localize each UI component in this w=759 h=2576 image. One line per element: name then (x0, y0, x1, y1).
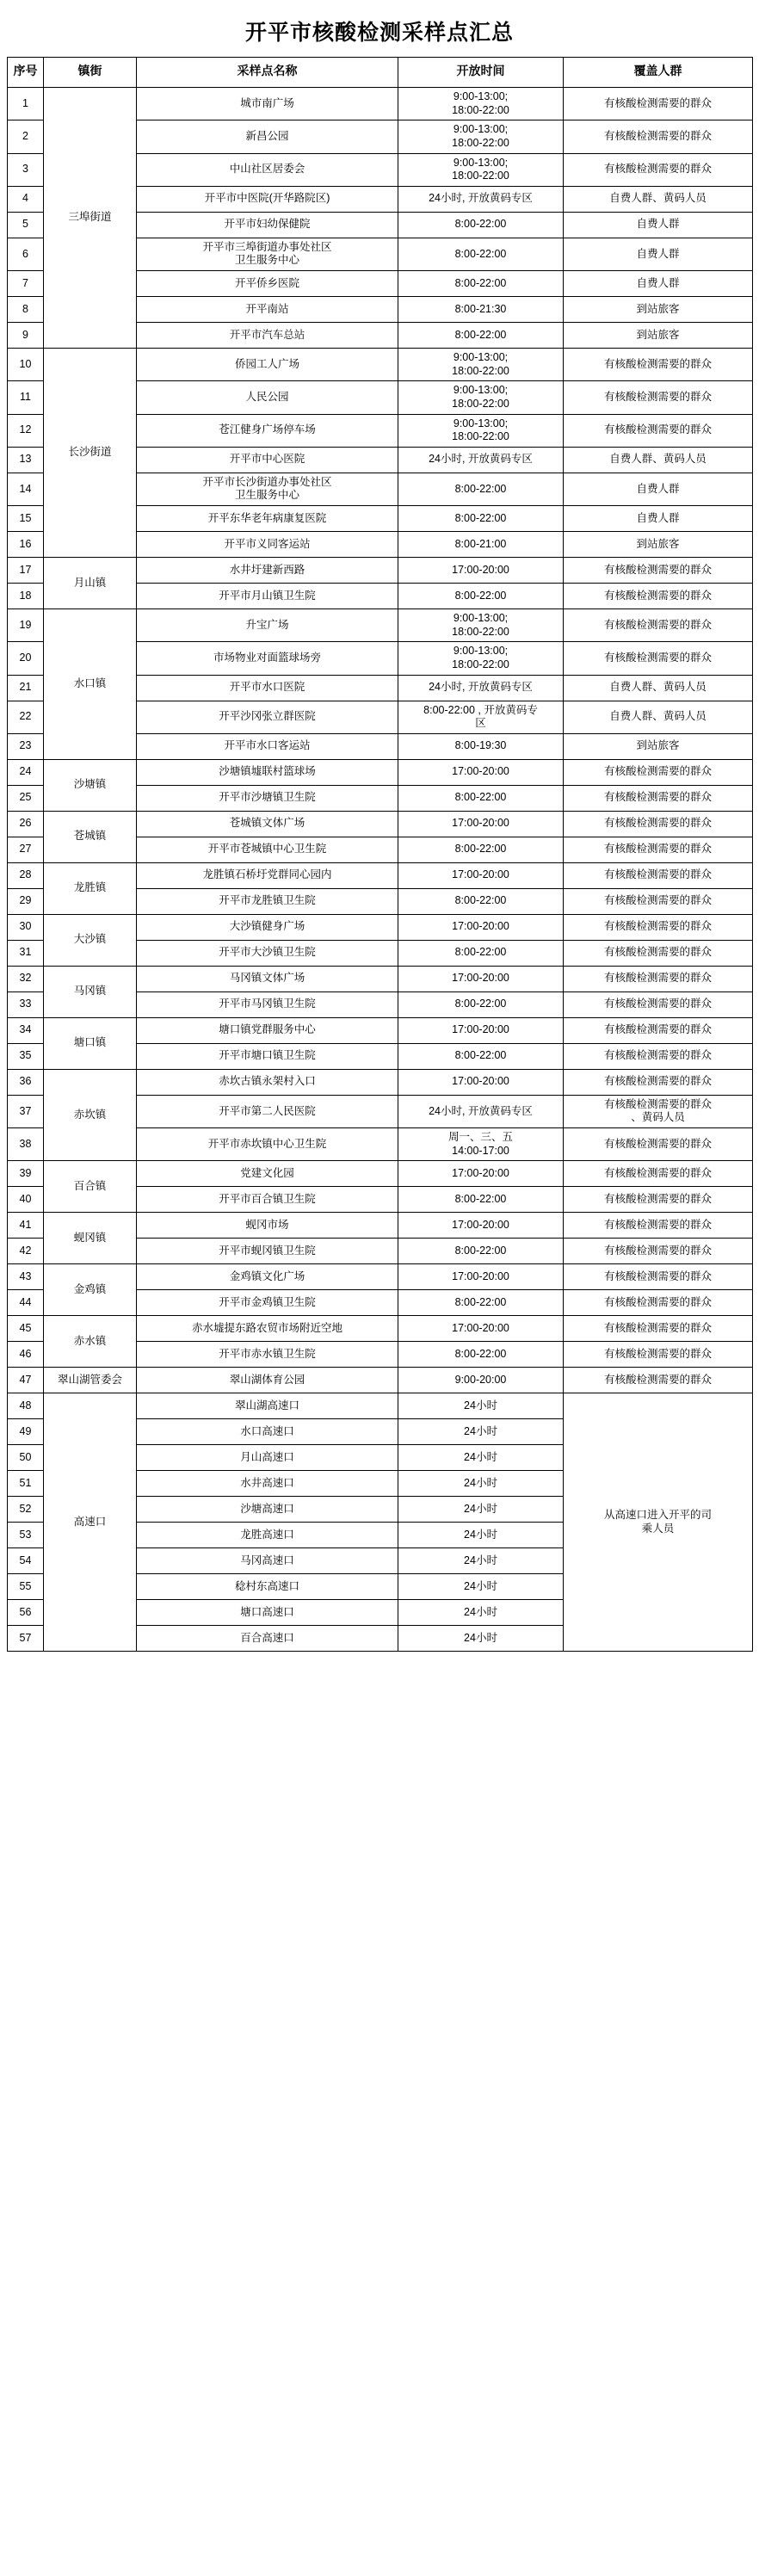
cell-town: 水口镇 (44, 609, 137, 760)
cell-index: 51 (8, 1471, 44, 1497)
cell-index: 19 (8, 609, 44, 642)
table-row (8, 914, 753, 940)
cell-time: 17:00-20:00 (398, 1264, 564, 1290)
cell-town: 长沙街道 (44, 349, 137, 558)
cell-index: 22 (8, 701, 44, 733)
cell-index: 48 (8, 1393, 44, 1419)
cell-group: 自费人群、黄码人员 (564, 675, 753, 701)
cell-group: 有核酸检测需要的群众 (564, 785, 753, 811)
cell-group: 自费人群 (564, 473, 753, 505)
cell-group: 有核酸检测需要的群众 (564, 1213, 753, 1239)
cell-index: 43 (8, 1264, 44, 1290)
cell-town: 高速口 (44, 1393, 137, 1652)
cell-index: 20 (8, 642, 44, 675)
cell-index: 36 (8, 1069, 44, 1095)
cell-site: 开平东华老年病康复医院 (137, 506, 398, 532)
cell-site: 塘口镇党群服务中心 (137, 1017, 398, 1043)
table-row (8, 88, 753, 120)
cell-group: 有核酸检测需要的群众 (564, 1069, 753, 1095)
cell-town: 赤水镇 (44, 1316, 137, 1368)
cell-time: 24小时 (398, 1445, 564, 1471)
cell-time: 8:00-22:00 (398, 940, 564, 966)
cell-group: 有核酸检测需要的群众 (564, 609, 753, 642)
cell-time: 8:00-22:00 (398, 785, 564, 811)
table-row (8, 1316, 753, 1342)
cell-time: 24小时 (398, 1600, 564, 1626)
cell-time: 8:00-22:00 (398, 1290, 564, 1316)
cell-index: 11 (8, 381, 44, 414)
cell-time: 24小时 (398, 1574, 564, 1600)
cell-time: 24小时 (398, 1523, 564, 1548)
cell-group: 自费人群、黄码人员 (564, 701, 753, 733)
cell-site: 马冈高速口 (137, 1548, 398, 1574)
cell-site: 开平市蚬冈镇卫生院 (137, 1239, 398, 1264)
cell-site: 沙塘高速口 (137, 1497, 398, 1523)
cell-group: 有核酸检测需要的群众 (564, 1316, 753, 1342)
cell-site: 开平市妇幼保健院 (137, 212, 398, 238)
cell-town: 苍城镇 (44, 811, 137, 862)
header-row (8, 58, 753, 88)
cell-index: 39 (8, 1161, 44, 1187)
cell-index: 21 (8, 675, 44, 701)
cell-site: 开平南站 (137, 297, 398, 323)
cell-time: 9:00-13:00; 18:00-22:00 (398, 381, 564, 414)
cell-time: 24小时, 开放黄码专区 (398, 447, 564, 473)
cell-site: 大沙镇健身广场 (137, 914, 398, 940)
cell-site: 市场物业对面篮球场旁 (137, 642, 398, 675)
cell-group: 有核酸检测需要的群众 (564, 558, 753, 584)
column-header-index: 序号 (8, 58, 44, 88)
cell-time: 24小时 (398, 1626, 564, 1652)
cell-time: 8:00-22:00 (398, 1342, 564, 1368)
cell-site: 稔村东高速口 (137, 1574, 398, 1600)
cell-time: 9:00-13:00; 18:00-22:00 (398, 120, 564, 153)
cell-index: 2 (8, 120, 44, 153)
cell-group: 有核酸检测需要的群众 (564, 888, 753, 914)
table-row (8, 1069, 753, 1095)
cell-site: 蚬冈市场 (137, 1213, 398, 1239)
cell-town: 三埠街道 (44, 88, 137, 349)
cell-time: 24小时 (398, 1419, 564, 1445)
cell-group: 有核酸检测需要的群众 (564, 1368, 753, 1393)
cell-group: 有核酸检测需要的群众 (564, 1128, 753, 1161)
cell-time: 9:00-13:00; 18:00-22:00 (398, 642, 564, 675)
cell-group: 自费人群 (564, 212, 753, 238)
cell-index: 37 (8, 1095, 44, 1127)
cell-group: 有核酸检测需要的群众 (564, 1043, 753, 1069)
page-title: 开平市核酸检测采样点汇总 (244, 22, 514, 45)
cell-site: 开平市金鸡镇卫生院 (137, 1290, 398, 1316)
cell-town: 大沙镇 (44, 914, 137, 966)
cell-town: 赤坎镇 (44, 1069, 137, 1161)
cell-town: 蚬冈镇 (44, 1213, 137, 1264)
cell-index: 33 (8, 991, 44, 1017)
cell-index: 8 (8, 297, 44, 323)
cell-time: 周一、三、五 14:00-17:00 (398, 1128, 564, 1161)
sampling-sites-table (7, 57, 753, 1652)
cell-group: 有核酸检测需要的群众 (564, 1161, 753, 1187)
cell-group: 有核酸检测需要的群众 (564, 811, 753, 837)
cell-site: 开平市中心医院 (137, 447, 398, 473)
cell-site: 开平市龙胜镇卫生院 (137, 888, 398, 914)
cell-time: 17:00-20:00 (398, 966, 564, 991)
cell-site: 开平市长沙街道办事处社区 卫生服务中心 (137, 473, 398, 505)
cell-index: 38 (8, 1128, 44, 1161)
table-row (8, 1161, 753, 1187)
cell-index: 7 (8, 271, 44, 297)
cell-site: 中山社区居委会 (137, 153, 398, 186)
table-row (8, 759, 753, 785)
cell-site: 升宝广场 (137, 609, 398, 642)
cell-group: 到站旅客 (564, 532, 753, 558)
cell-site: 党建文化园 (137, 1161, 398, 1187)
column-header-group: 覆盖人群 (564, 58, 753, 88)
cell-site: 开平市三埠街道办事处社区 卫生服务中心 (137, 238, 398, 270)
cell-site: 开平市第二人民医院 (137, 1095, 398, 1127)
cell-time: 8:00-22:00 (398, 584, 564, 609)
cell-index: 32 (8, 966, 44, 991)
cell-index: 16 (8, 532, 44, 558)
cell-group: 从高速口进入开平的司 乘人员 (564, 1393, 753, 1652)
cell-index: 25 (8, 785, 44, 811)
cell-time: 24小时, 开放黄码专区 (398, 186, 564, 212)
cell-site: 翠山湖体育公园 (137, 1368, 398, 1393)
cell-index: 52 (8, 1497, 44, 1523)
cell-group: 有核酸检测需要的群众 (564, 381, 753, 414)
cell-site: 开平市沙塘镇卫生院 (137, 785, 398, 811)
cell-group: 有核酸检测需要的群众 (564, 1290, 753, 1316)
cell-group: 有核酸检测需要的群众 (564, 1264, 753, 1290)
cell-site: 开平市塘口镇卫生院 (137, 1043, 398, 1069)
cell-site: 塘口高速口 (137, 1600, 398, 1626)
cell-time: 8:00-22:00 (398, 888, 564, 914)
cell-index: 28 (8, 862, 44, 888)
cell-index: 13 (8, 447, 44, 473)
cell-site: 苍江健身广场停车场 (137, 414, 398, 447)
cell-index: 53 (8, 1523, 44, 1548)
cell-site: 侨园工人广场 (137, 349, 398, 381)
cell-time: 24小时, 开放黄码专区 (398, 1095, 564, 1127)
table-header (8, 58, 753, 88)
table-row (8, 811, 753, 837)
cell-town: 金鸡镇 (44, 1264, 137, 1316)
cell-time: 17:00-20:00 (398, 1017, 564, 1043)
cell-index: 14 (8, 473, 44, 505)
cell-site: 开平市水口医院 (137, 675, 398, 701)
cell-index: 41 (8, 1213, 44, 1239)
cell-index: 31 (8, 940, 44, 966)
cell-time: 17:00-20:00 (398, 759, 564, 785)
cell-index: 47 (8, 1368, 44, 1393)
cell-index: 54 (8, 1548, 44, 1574)
cell-group: 有核酸检测需要的群众 (564, 1239, 753, 1264)
cell-group: 有核酸检测需要的群众 (564, 991, 753, 1017)
cell-group: 有核酸检测需要的群众 、黄码人员 (564, 1095, 753, 1127)
cell-group: 有核酸检测需要的群众 (564, 414, 753, 447)
cell-group: 自费人群 (564, 271, 753, 297)
cell-index: 1 (8, 88, 44, 120)
cell-time: 17:00-20:00 (398, 1069, 564, 1095)
cell-time: 17:00-20:00 (398, 914, 564, 940)
cell-time: 8:00-22:00 (398, 271, 564, 297)
cell-index: 17 (8, 558, 44, 584)
cell-index: 35 (8, 1043, 44, 1069)
table-body (8, 88, 753, 1652)
cell-group: 有核酸检测需要的群众 (564, 1017, 753, 1043)
cell-site: 沙塘镇墟联村篮球场 (137, 759, 398, 785)
cell-index: 46 (8, 1342, 44, 1368)
cell-site: 赤坎古镇永架村入口 (137, 1069, 398, 1095)
cell-time: 8:00-22:00 (398, 238, 564, 270)
cell-site: 龙胜镇石桥圩党群同心园内 (137, 862, 398, 888)
cell-time: 9:00-13:00; 18:00-22:00 (398, 414, 564, 447)
cell-index: 4 (8, 186, 44, 212)
cell-site: 开平市中医院(开华路院区) (137, 186, 398, 212)
cell-site: 开平市赤水镇卫生院 (137, 1342, 398, 1368)
table-row (8, 558, 753, 584)
cell-group: 有核酸检测需要的群众 (564, 940, 753, 966)
cell-time: 8:00-22:00 (398, 506, 564, 532)
cell-time: 8:00-21:30 (398, 297, 564, 323)
cell-site: 城市南广场 (137, 88, 398, 120)
cell-site: 赤水墟提东路农贸市场附近空地 (137, 1316, 398, 1342)
cell-site: 开平市汽车总站 (137, 323, 398, 349)
cell-index: 49 (8, 1419, 44, 1445)
cell-group: 有核酸检测需要的群众 (564, 837, 753, 862)
cell-group: 自费人群 (564, 506, 753, 532)
cell-time: 8:00-22:00 , 开放黄码专 区 (398, 701, 564, 733)
cell-site: 开平市苍城镇中心卫生院 (137, 837, 398, 862)
table-row (8, 349, 753, 381)
cell-group: 自费人群、黄码人员 (564, 447, 753, 473)
cell-group: 有核酸检测需要的群众 (564, 759, 753, 785)
cell-group: 有核酸检测需要的群众 (564, 1342, 753, 1368)
cell-group: 有核酸检测需要的群众 (564, 349, 753, 381)
column-header-time: 开放时间 (398, 58, 564, 88)
table-row (8, 1017, 753, 1043)
cell-group: 有核酸检测需要的群众 (564, 120, 753, 153)
cell-time: 17:00-20:00 (398, 1316, 564, 1342)
table-row (8, 1393, 753, 1419)
table-row (8, 1213, 753, 1239)
cell-group: 到站旅客 (564, 323, 753, 349)
cell-site: 水井圩建新西路 (137, 558, 398, 584)
cell-group: 自费人群 (564, 238, 753, 270)
cell-time: 8:00-22:00 (398, 1043, 564, 1069)
cell-time: 9:00-13:00; 18:00-22:00 (398, 609, 564, 642)
cell-index: 45 (8, 1316, 44, 1342)
cell-time: 9:00-13:00; 18:00-22:00 (398, 88, 564, 120)
cell-time: 8:00-22:00 (398, 1187, 564, 1213)
cell-time: 9:00-13:00; 18:00-22:00 (398, 153, 564, 186)
cell-index: 12 (8, 414, 44, 447)
cell-index: 23 (8, 733, 44, 759)
cell-site: 开平市义同客运站 (137, 532, 398, 558)
cell-site: 开平沙冈张立群医院 (137, 701, 398, 733)
table-row (8, 1368, 753, 1393)
cell-time: 24小时, 开放黄码专区 (398, 675, 564, 701)
cell-time: 8:00-21:00 (398, 532, 564, 558)
table-row (8, 1264, 753, 1290)
cell-index: 34 (8, 1017, 44, 1043)
cell-site: 开平市百合镇卫生院 (137, 1187, 398, 1213)
cell-site: 龙胜高速口 (137, 1523, 398, 1548)
cell-index: 29 (8, 888, 44, 914)
cell-group: 有核酸检测需要的群众 (564, 584, 753, 609)
cell-time: 9:00-20:00 (398, 1368, 564, 1393)
cell-site: 金鸡镇文化广场 (137, 1264, 398, 1290)
cell-group: 自费人群、黄码人员 (564, 186, 753, 212)
cell-time: 17:00-20:00 (398, 1161, 564, 1187)
cell-site: 开平市大沙镇卫生院 (137, 940, 398, 966)
cell-index: 40 (8, 1187, 44, 1213)
cell-town: 龙胜镇 (44, 862, 137, 914)
cell-time: 9:00-13:00; 18:00-22:00 (398, 349, 564, 381)
cell-index: 18 (8, 584, 44, 609)
cell-time: 24小时 (398, 1497, 564, 1523)
cell-group: 有核酸检测需要的群众 (564, 153, 753, 186)
cell-town: 月山镇 (44, 558, 137, 609)
cell-town: 沙塘镇 (44, 759, 137, 811)
cell-time: 8:00-22:00 (398, 1239, 564, 1264)
cell-index: 55 (8, 1574, 44, 1600)
table-row (8, 966, 753, 991)
cell-index: 24 (8, 759, 44, 785)
cell-site: 开平市赤坎镇中心卫生院 (137, 1128, 398, 1161)
cell-index: 5 (8, 212, 44, 238)
cell-time: 17:00-20:00 (398, 558, 564, 584)
cell-index: 9 (8, 323, 44, 349)
cell-time: 17:00-20:00 (398, 811, 564, 837)
cell-index: 56 (8, 1600, 44, 1626)
cell-time: 17:00-20:00 (398, 862, 564, 888)
cell-time: 8:00-22:00 (398, 991, 564, 1017)
cell-index: 44 (8, 1290, 44, 1316)
cell-town: 马冈镇 (44, 966, 137, 1017)
cell-time: 8:00-22:00 (398, 323, 564, 349)
cell-index: 15 (8, 506, 44, 532)
cell-group: 到站旅客 (564, 297, 753, 323)
cell-site: 开平市月山镇卫生院 (137, 584, 398, 609)
column-header-site: 采样点名称 (137, 58, 398, 88)
cell-index: 27 (8, 837, 44, 862)
table-row (8, 609, 753, 642)
cell-index: 42 (8, 1239, 44, 1264)
cell-index: 50 (8, 1445, 44, 1471)
cell-town: 塘口镇 (44, 1017, 137, 1069)
cell-time: 24小时 (398, 1393, 564, 1419)
cell-time: 8:00-22:00 (398, 212, 564, 238)
cell-time: 17:00-20:00 (398, 1213, 564, 1239)
cell-index: 3 (8, 153, 44, 186)
cell-site: 开平侨乡医院 (137, 271, 398, 297)
cell-time: 8:00-22:00 (398, 473, 564, 505)
cell-time: 24小时 (398, 1471, 564, 1497)
cell-time: 8:00-19:30 (398, 733, 564, 759)
cell-site: 百合高速口 (137, 1626, 398, 1652)
cell-group: 有核酸检测需要的群众 (564, 88, 753, 120)
cell-index: 26 (8, 811, 44, 837)
cell-group: 有核酸检测需要的群众 (564, 862, 753, 888)
cell-index: 30 (8, 914, 44, 940)
cell-town: 翠山湖管委会 (44, 1368, 137, 1393)
column-header-town: 镇街 (44, 58, 137, 88)
cell-group: 有核酸检测需要的群众 (564, 642, 753, 675)
cell-group: 有核酸检测需要的群众 (564, 914, 753, 940)
cell-site: 马冈镇文体广场 (137, 966, 398, 991)
cell-index: 57 (8, 1626, 44, 1652)
cell-group: 有核酸检测需要的群众 (564, 1187, 753, 1213)
cell-site: 开平市水口客运站 (137, 733, 398, 759)
cell-site: 水口高速口 (137, 1419, 398, 1445)
cell-group: 到站旅客 (564, 733, 753, 759)
cell-site: 月山高速口 (137, 1445, 398, 1471)
cell-time: 8:00-22:00 (398, 837, 564, 862)
cell-index: 10 (8, 349, 44, 381)
cell-site: 水井高速口 (137, 1471, 398, 1497)
cell-town: 百合镇 (44, 1161, 137, 1213)
cell-site: 苍城镇文体广场 (137, 811, 398, 837)
cell-time: 24小时 (398, 1548, 564, 1574)
cell-site: 开平市马冈镇卫生院 (137, 991, 398, 1017)
cell-index: 6 (8, 238, 44, 270)
cell-group: 有核酸检测需要的群众 (564, 966, 753, 991)
cell-site: 新昌公园 (137, 120, 398, 153)
table-row (8, 862, 753, 888)
cell-site: 翠山湖高速口 (137, 1393, 398, 1419)
cell-site: 人民公园 (137, 381, 398, 414)
